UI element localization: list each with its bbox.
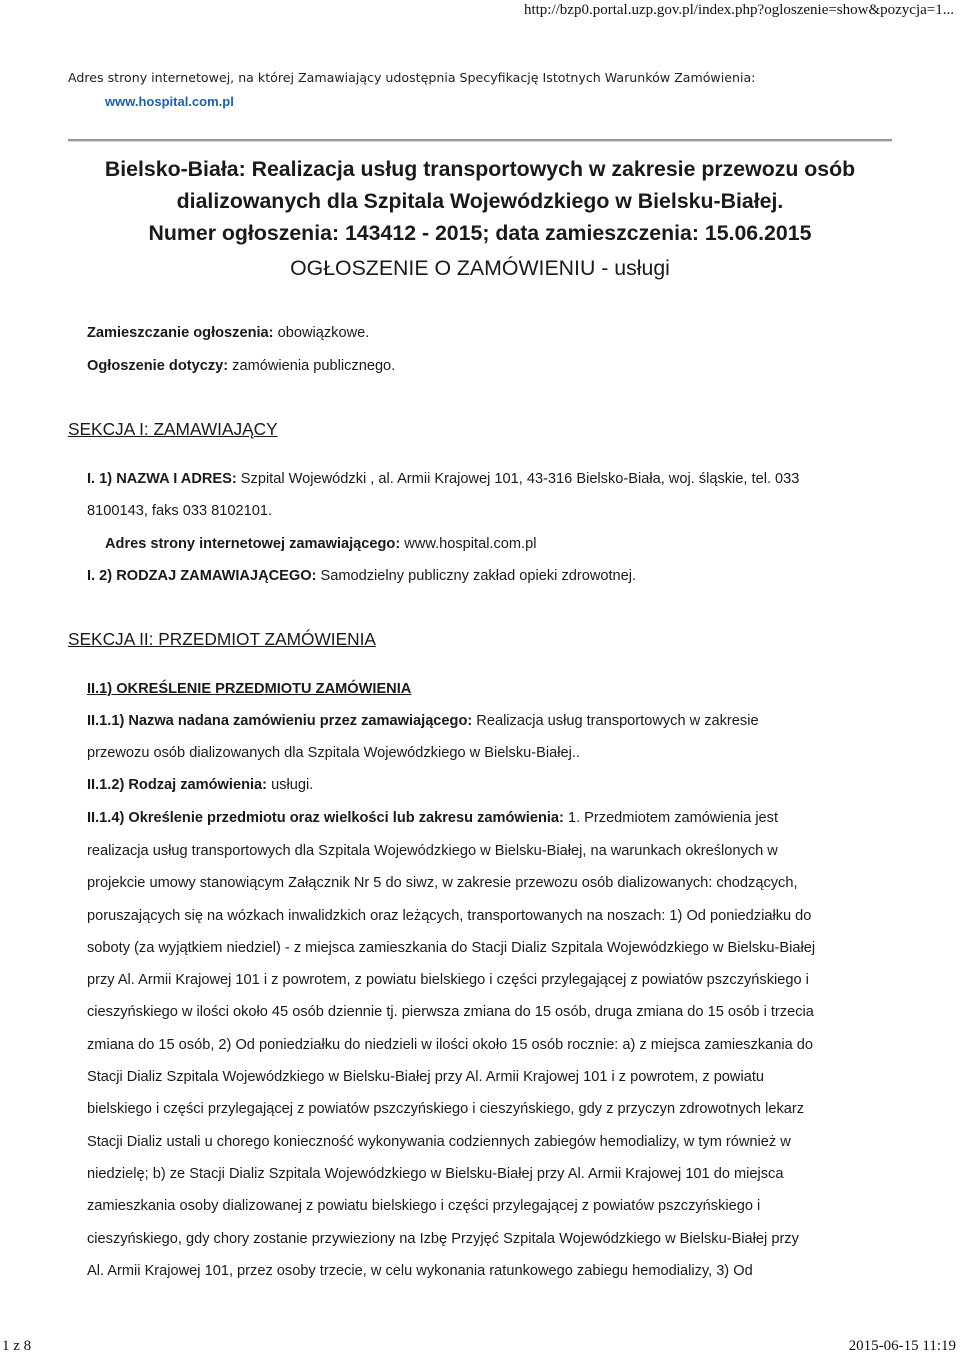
authority-type-label: I. 2) RODZAJ ZAMAWIAJĄCEGO: <box>87 568 317 584</box>
description-line: Stacji Dializ Szpitala Wojewódzkiego w Bielsku-Białej przy Al. Armii Krajowej 101 i z powrotem, z powiatu <box>87 1069 764 1086</box>
contract-kind-row <box>87 777 313 793</box>
description-label: II.1.4) Określenie przedmiotu oraz wielkości lub zakresu zamówienia: <box>87 810 564 826</box>
description-line: projekcie umowy stanowiącym Załącznik Nr 5 do siwz, w zakresie przewozu osób dializowanych: chodzących, <box>87 875 798 892</box>
description-body <box>87 835 887 1287</box>
description-line: Stacji Dializ ustali u chorego konieczność wykonywania codziennych zabiegów hemodializy, w tym również w <box>87 1133 791 1150</box>
concerns-row <box>87 358 395 374</box>
authority-website-row <box>105 536 536 552</box>
siwz-site-intro: Adres strony internetowej, na której Zamawiający udostępnia Specyfikację Istotnych Warunków Zamówienia: <box>68 70 756 85</box>
authority-website-label: Adres strony internetowej zamawiającego: <box>105 536 401 552</box>
name-address-value: Szpital Wojewódzki , al. Armii Krajowej 101, 43-316 Bielsko-Biała, woj. śląskie, tel. 033 <box>240 471 800 487</box>
concerns-value: zamówienia publicznego. <box>232 358 396 374</box>
contract-name-label: II.1.1) Nazwa nadana zamówieniu przez zamawiającego: <box>87 713 473 729</box>
contract-name-value: Realizacja usług transportowych w zakresie <box>476 713 759 729</box>
title-line-3: Numer ogłoszenia: 143412 - 2015; data zamieszczenia: 15.06.2015 <box>148 221 812 245</box>
title-line-1: Bielsko-Biała: Realizacja usług transportowych w zakresie przewozu osób <box>104 157 856 181</box>
contracting-authority-row <box>87 471 799 487</box>
page-title <box>68 153 892 249</box>
print-header-url: http://bzp0.portal.uzp.gov.pl/index.php?ogloszenie=show&pozycja=1... <box>523 2 954 18</box>
authority-website-link[interactable]: www.hospital.com.pl <box>404 536 537 552</box>
description-line: przy Al. Armii Krajowej 101 i z powrotem, z powiatu bielskiego i części przylegającej z powiatów pszczyńskiego i <box>87 972 809 989</box>
page-number: 1 z 8 <box>2 1338 32 1354</box>
name-address-label: I. 1) NAZWA I ADRES: <box>87 471 237 487</box>
description-line: bielskiego i części przylegającej z powiatów pszczyńskiego i cieszyńskiego, gdy z przyczyn zdrowotnych lekarz <box>87 1101 805 1118</box>
description-line: niedzielę; b) ze Stacji Dializ Szpitala Wojewódzkiego w Bielsku-Białej przy Al. Armii Krajowej 101 do miejsca <box>87 1165 784 1182</box>
section-1-heading: SEKCJA I: ZAMAWIAJĄCY <box>68 419 278 439</box>
authority-type-value: Samodzielny publiczny zakład opieki zdrowotnej. <box>320 568 637 584</box>
contract-name-continued: przewozu osób dializowanych dla Szpitala Wojewódzkiego w Bielsku-Białej.. <box>87 745 580 761</box>
description-row <box>87 810 778 826</box>
authority-type-row <box>87 568 636 584</box>
description-line: zamieszkania osoby dializowanej z powiatu bielskiego i części przylegającej z powiatów pszczyńskiego i <box>87 1198 761 1215</box>
description-line: poruszających się na wózkach inwalidzkich oraz leżących, transportowanych na noszach: 1) Od poniedziałku do <box>87 907 812 924</box>
description-line: zmiana do 15 osób, 2) Od poniedziałku do niedzieli w ilości około 15 osób rocznie: a) z miejsca zamieszkania do <box>87 1036 814 1053</box>
description-line: cieszyńskiego, gdy chory zostanie przywieziony na Izbę Przyjęć Szpitala Wojewódzkiego w Bielsku-Białej przy <box>87 1230 799 1247</box>
title-line-2: dializowanych dla Szpitala Wojewódzkiego w Bielsku-Białej. <box>176 189 784 213</box>
contact-numbers: 8100143, faks 033 8102101. <box>87 503 273 519</box>
description-line: realizacja usług transportowych dla Szpitala Wojewódzkiego w Bielsku-Białej, na warunkach określonych w <box>87 843 778 859</box>
siwz-site-link[interactable]: www.hospital.com.pl <box>105 94 234 109</box>
description-line: cieszyńskiego w ilości około 45 osób dziennie tj. pierwsza zmiana do 15 osób, druga zmiana do 15 osób i trzecia <box>87 1004 814 1021</box>
print-datetime: 2015-06-15 11:19 <box>848 1338 956 1354</box>
contract-kind-label: II.1.2) Rodzaj zamówienia: <box>87 777 268 793</box>
notice-type: OGŁOSZENIE O ZAMÓWIENIU - usługi <box>290 256 670 280</box>
subject-subheading: II.1) OKREŚLENIE PRZEDMIOTU ZAMÓWIENIA <box>87 681 412 697</box>
divider <box>68 139 892 142</box>
contract-name-row <box>87 713 759 729</box>
concerns-label: Ogłoszenie dotyczy: <box>87 358 229 374</box>
placement-value: obowiązkowe. <box>277 325 370 341</box>
contract-kind-value: usługi. <box>271 777 314 793</box>
description-line: Al. Armii Krajowej 101, przez osoby trzecie, w celu wykonania ratunkowego zabiegu hemodializy, 3) Od <box>87 1262 753 1279</box>
placement-row <box>87 325 369 341</box>
description-line: soboty (za wyjątkiem niedziel) - z miejsca zamieszkania do Stacji Dializ Szpitala Wojewódzkiego w Bielsku-Białej <box>87 939 816 956</box>
section-2-heading: SEKCJA II: PRZEDMIOT ZAMÓWIENIA <box>68 629 376 649</box>
description-first: 1. Przedmiotem zamówienia jest <box>567 810 779 826</box>
placement-label: Zamieszczanie ogłoszenia: <box>87 325 274 341</box>
